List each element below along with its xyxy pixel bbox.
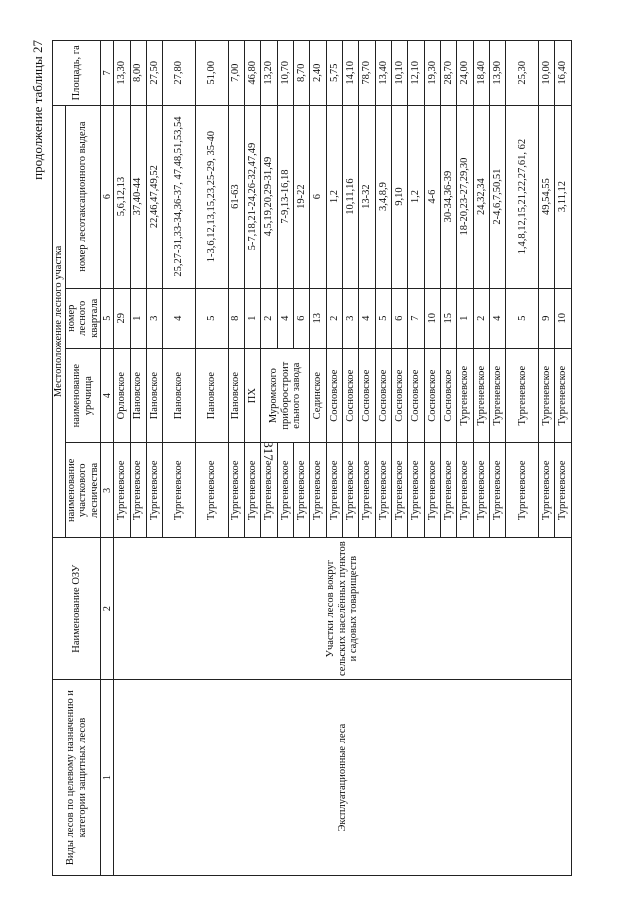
urochishche-cell: Тургеневское bbox=[473, 348, 489, 443]
urochishche-cell: Тургеневское bbox=[506, 348, 539, 443]
kvartal-cell: 2 bbox=[473, 288, 489, 348]
kvartal-cell: 2 bbox=[261, 288, 277, 348]
lesnichestvo-cell: Тургеневское bbox=[490, 443, 506, 538]
vydel-cell: 1,4,8,12,15,21,22,27,61, 62 bbox=[506, 105, 539, 288]
lesnichestvo-cell: Тургеневское bbox=[261, 443, 277, 538]
urochishche-cell: Сосновское bbox=[326, 348, 342, 443]
lesnichestvo-cell: Тургеневское bbox=[424, 443, 440, 538]
vydel-cell: 24,32,34 bbox=[473, 105, 489, 288]
column-number: 4 bbox=[101, 348, 114, 443]
vydel-cell: 22,46,47,49,52 bbox=[146, 105, 162, 288]
vydel-cell: 25,27-31,33-34,36-37, 47,48,51,53,54 bbox=[163, 105, 196, 288]
kvartal-cell: 5 bbox=[195, 288, 228, 348]
lesnichestvo-cell: Тургеневское bbox=[130, 443, 146, 538]
kvartal-cell: 6 bbox=[392, 288, 408, 348]
urochishche-cell: Сединское bbox=[310, 348, 326, 443]
header-area: Площадь, га bbox=[53, 41, 101, 106]
area-cell: 51,00 bbox=[195, 41, 228, 106]
kvartal-cell: 29 bbox=[114, 288, 130, 348]
kvartal-cell: 4 bbox=[163, 288, 196, 348]
urochishche-cell: Пановское bbox=[146, 348, 162, 443]
vydel-cell: 5-7,18,21-24,26-32,47,49 bbox=[244, 105, 260, 288]
vydel-cell: 7-9,13-16,18 bbox=[277, 105, 293, 288]
kvartal-cell: 5 bbox=[506, 288, 539, 348]
kvartal-cell: 1 bbox=[457, 288, 473, 348]
area-cell: 12,10 bbox=[408, 41, 424, 106]
kvartal-cell: 6 bbox=[293, 288, 309, 348]
area-cell: 19,30 bbox=[424, 41, 440, 106]
vydel-cell: 10,11,16 bbox=[343, 105, 359, 288]
lesnichestvo-cell: Тургеневское bbox=[441, 443, 457, 538]
urochishche-cell: Муромского приборостроит ельного завода bbox=[261, 348, 310, 443]
table-caption: продолжение таблицы 27 bbox=[30, 40, 45, 180]
urochishche-cell: Тургеневское bbox=[539, 348, 555, 443]
area-cell: 18,40 bbox=[473, 41, 489, 106]
area-cell: 24,00 bbox=[457, 41, 473, 106]
kvartal-cell: 1 bbox=[244, 288, 260, 348]
lesnichestvo-cell: Тургеневское bbox=[277, 443, 293, 538]
vydel-cell: 3,4,8,9 bbox=[375, 105, 391, 288]
lesnichestvo-cell: Тургеневское bbox=[539, 443, 555, 538]
rotated-page bbox=[30, 40, 572, 876]
urochishche-cell: Пановское bbox=[195, 348, 228, 443]
lesnichestvo-cell: Тургеневское bbox=[392, 443, 408, 538]
urochishche-cell: ПХ bbox=[244, 348, 260, 443]
kvartal-cell: 1 bbox=[130, 288, 146, 348]
category-cell: Эксплуатационные леса bbox=[114, 680, 572, 876]
forest-table bbox=[52, 40, 572, 876]
kvartal-cell: 7 bbox=[408, 288, 424, 348]
header-urochishche: наименование урочища bbox=[65, 348, 101, 443]
urochishche-cell: Сосновское bbox=[424, 348, 440, 443]
area-cell: 27,80 bbox=[163, 41, 196, 106]
lesnichestvo-cell: Тургеневское bbox=[195, 443, 228, 538]
lesnichestvo-cell: Тургеневское bbox=[359, 443, 375, 538]
lesnichestvo-cell: Тургеневское bbox=[408, 443, 424, 538]
table-row bbox=[114, 41, 130, 876]
area-cell: 27,50 bbox=[146, 41, 162, 106]
urochishche-cell: Тургеневское bbox=[457, 348, 473, 443]
area-cell: 14,10 bbox=[343, 41, 359, 106]
area-cell: 13,90 bbox=[490, 41, 506, 106]
kvartal-cell: 3 bbox=[343, 288, 359, 348]
kvartal-cell: 15 bbox=[441, 288, 457, 348]
area-cell: 8,00 bbox=[130, 41, 146, 106]
vydel-cell: 9,10 bbox=[392, 105, 408, 288]
area-cell: 78,70 bbox=[359, 41, 375, 106]
area-cell: 13,30 bbox=[114, 41, 130, 106]
lesnichestvo-cell: Тургеневское bbox=[506, 443, 539, 538]
lesnichestvo-cell: Тургеневское bbox=[375, 443, 391, 538]
header-category: Виды лесов по целевому назначению и категории защитных лесов bbox=[53, 680, 101, 876]
header-vydel: номер лесотаксационного выдела bbox=[65, 105, 101, 288]
header-kvartal: номер лесного квартала bbox=[65, 288, 101, 348]
vydel-cell: 4-6 bbox=[424, 105, 440, 288]
kvartal-cell: 4 bbox=[359, 288, 375, 348]
urochishche-cell: Тургеневское bbox=[490, 348, 506, 443]
vydel-cell: 49,54,55 bbox=[539, 105, 555, 288]
urochishche-cell: Сосновское bbox=[441, 348, 457, 443]
kvartal-cell: 10 bbox=[424, 288, 440, 348]
area-cell: 25,30 bbox=[506, 41, 539, 106]
vydel-cell: 1,2 bbox=[408, 105, 424, 288]
kvartal-cell: 4 bbox=[277, 288, 293, 348]
header-lesnichestvo: наименование участкового лесничества bbox=[65, 443, 101, 538]
kvartal-cell: 13 bbox=[310, 288, 326, 348]
vydel-cell: 18-20,23-27,29,30 bbox=[457, 105, 473, 288]
lesnichestvo-cell: Тургеневское bbox=[228, 443, 244, 538]
lesnichestvo-cell: Тургеневское bbox=[293, 443, 309, 538]
kvartal-cell: 9 bbox=[539, 288, 555, 348]
urochishche-cell: Сосновское bbox=[408, 348, 424, 443]
kvartal-cell: 2 bbox=[326, 288, 342, 348]
column-number: 5 bbox=[101, 288, 114, 348]
vydel-cell: 30-34,36-39 bbox=[441, 105, 457, 288]
vydel-cell: 1,2 bbox=[326, 105, 342, 288]
urochishche-cell: Пановское bbox=[228, 348, 244, 443]
vydel-cell: 2-4,6,7,50,51 bbox=[490, 105, 506, 288]
ozu-cell: Участки лесов вокруг сельских населённых пунктов и садовых товариществ bbox=[114, 538, 572, 680]
column-number: 3 bbox=[101, 443, 114, 538]
lesnichestvo-cell: Тургеневское bbox=[163, 443, 196, 538]
page-number: 317 bbox=[260, 441, 276, 461]
kvartal-cell: 5 bbox=[375, 288, 391, 348]
area-cell: 10,10 bbox=[392, 41, 408, 106]
vydel-cell: 3,11,12 bbox=[555, 105, 572, 288]
area-cell: 10,00 bbox=[539, 41, 555, 106]
urochishche-cell: Сосновское bbox=[359, 348, 375, 443]
urochishche-cell: Орловское bbox=[114, 348, 130, 443]
lesnichestvo-cell: Тургеневское bbox=[310, 443, 326, 538]
area-cell: 13,40 bbox=[375, 41, 391, 106]
kvartal-cell: 3 bbox=[146, 288, 162, 348]
urochishche-cell: Пановское bbox=[163, 348, 196, 443]
kvartal-cell: 8 bbox=[228, 288, 244, 348]
column-number: 7 bbox=[101, 41, 114, 106]
kvartal-cell: 10 bbox=[555, 288, 572, 348]
vydel-cell: 37,40-44 bbox=[130, 105, 146, 288]
kvartal-cell: 4 bbox=[490, 288, 506, 348]
lesnichestvo-cell: Тургеневское bbox=[457, 443, 473, 538]
urochishche-cell: Сосновское bbox=[375, 348, 391, 443]
area-cell: 2,40 bbox=[310, 41, 326, 106]
area-cell: 28,70 bbox=[441, 41, 457, 106]
lesnichestvo-cell: Тургеневское bbox=[343, 443, 359, 538]
area-cell: 5,75 bbox=[326, 41, 342, 106]
column-number: 1 bbox=[101, 680, 114, 876]
lesnichestvo-cell: Тургеневское bbox=[146, 443, 162, 538]
lesnichestvo-cell: Тургеневское bbox=[326, 443, 342, 538]
urochishche-cell: Пановское bbox=[130, 348, 146, 443]
area-cell: 7,00 bbox=[228, 41, 244, 106]
urochishche-cell: Сосновское bbox=[392, 348, 408, 443]
header-location: Местоположение лесного участка bbox=[53, 105, 66, 538]
column-number: 2 bbox=[101, 538, 114, 680]
urochishche-cell: Сосновское bbox=[343, 348, 359, 443]
area-cell: 46,80 bbox=[244, 41, 260, 106]
urochishche-cell: Тургеневское bbox=[555, 348, 572, 443]
vydel-cell: 6 bbox=[310, 105, 326, 288]
lesnichestvo-cell: Тургеневское bbox=[555, 443, 572, 538]
vydel-cell: 1-3,6,12,13,15,23,25-29, 35-40 bbox=[195, 105, 228, 288]
vydel-cell: 61-63 bbox=[228, 105, 244, 288]
area-cell: 10,70 bbox=[277, 41, 293, 106]
lesnichestvo-cell: Тургеневское bbox=[114, 443, 130, 538]
area-cell: 13,20 bbox=[261, 41, 277, 106]
area-cell: 8,70 bbox=[293, 41, 309, 106]
vydel-cell: 13-32 bbox=[359, 105, 375, 288]
vydel-cell: 19-22 bbox=[293, 105, 309, 288]
lesnichestvo-cell: Тургеневское bbox=[473, 443, 489, 538]
header-ozu: Наименование ОЗУ bbox=[53, 538, 101, 680]
vydel-cell: 5,6,12,13 bbox=[114, 105, 130, 288]
column-number: 6 bbox=[101, 105, 114, 288]
vydel-cell: 4,5,19,20,29-31,49 bbox=[261, 105, 277, 288]
lesnichestvo-cell: Тургеневское bbox=[244, 443, 260, 538]
area-cell: 16,40 bbox=[555, 41, 572, 106]
